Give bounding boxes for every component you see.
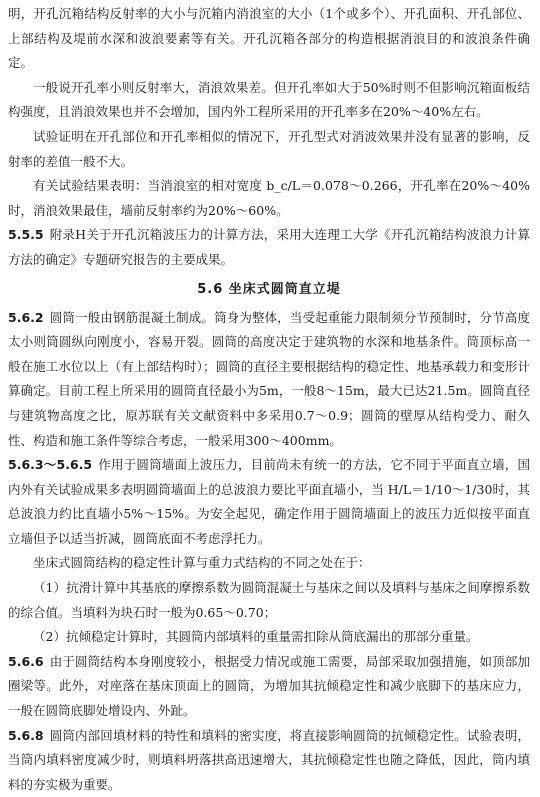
clause-number: 5.6.6: [8, 653, 44, 669]
clause-5-6-2: [8, 306, 530, 454]
list-item: （1）抗滑计算中其基底的摩擦系数为圆筒混凝土与基床之间以及填料与基床之间摩擦系数的综合值。当填料为块石时一般为0.65～0.70；: [8, 580, 530, 620]
clause-number: 5.5.5: [8, 227, 44, 243]
paragraph: 有关试验结果表明：当消浪室的相对宽度 b_c/L＝0.078～0.266，开孔率在20%～40%时，消浪效果最佳，墙前反射率约为20%～60%。: [8, 178, 530, 218]
clause-text: 附录H关于开孔沉箱波压力的计算方法，采用大连理工大学《开孔沉箱结构波浪力计算方法的确定》专题研究报告的主要成果。: [8, 227, 530, 267]
clause-5-5-5: [8, 223, 530, 272]
clause-number: 5.6.8: [8, 727, 44, 743]
paragraph: 一般说开孔率小则反射率大，消浪效果差。但开孔率如大于50%时则不但影响沉箱面板结构强度，且消浪效果也并不会增加，国内外工程所采用的开孔率多在20%～40%左右。: [8, 79, 530, 120]
clause-number: 5.6.2: [8, 309, 44, 325]
paragraph: 明，开孔沉箱结构反射率的大小与沉箱内消浪室的大小（1个或多个）、开孔面积、开孔部位、上部结构及堤前水深和波浪要素等有关。开孔沉箱各部分的构造根据消浪目的和波浪条件确定。: [8, 6, 530, 71]
clause-5-6-8: [8, 724, 530, 797]
clause-5-6-3-5: [8, 453, 530, 551]
clause-text: 圆筒内部回填材料的特性和填料的密实度，将直接影响圆筒的抗倾稳定性。试验表明，当筒内填料密度减少时，则填料坍落拱高迅速增大，其抗倾稳定性也随之降低，因此，筒内填料的夯实极为重要。: [8, 727, 530, 792]
paragraph: 试验证明在开孔部位和开孔率相似的情况下，开孔型式对消波效果并没有显著的影响，反射率的差值一般不大。: [8, 128, 530, 169]
list-item: （2）抗倾稳定计算时，其圆筒内部填料的重量需扣除从筒底漏出的那部分重量。: [33, 629, 479, 645]
clause-5-6-6: [8, 650, 530, 724]
paragraph: 坐床式圆筒结构的稳定性计算与重力式结构的不同之处在于：: [33, 555, 371, 571]
clause-number: 5.6.3～5.6.5: [8, 457, 93, 473]
clause-text: 作用于圆筒墙面上波压力，目前尚未有统一的方法，它不同于平面直立墙，国内外有关试验成果多表明圆筒墙面上的总波浪力要比平面直墙小，当 H/L＝1/10～1/30时，其总波浪力约比直墙小5%～15%。为安全起见，确定作用于圆筒墙面上的波压力近似按平面直立墙但予以适当折减，圆筒底面不考虑浮托力。: [8, 457, 530, 546]
clause-text: 圆筒一般由钢筋混凝土制成。筒身为整体，当受起重能力限制须分节预制时，分节高度太小则筒圆纵向刚度小，容易开裂。圆筒的高度决定于建筑物的水深和地基条件。筒顶标高一般在施工水位以上（有上部结构时）；圆筒的直径主要根据结构的稳定性、地基承载力和变形计算确定。目前工程上所采用的圆筒直径最小为5m，一般8～15m，最大已达21.5m。圆筒直径与建筑物高度之比，原苏联有关文献资料中多采用0.7～0.9；圆筒的壁厚从结构受力、耐久性、构造和施工条件等综合考虑，一般采用300～400mm。: [8, 309, 530, 448]
clause-text: 由于圆筒结构本身刚度较小，根据受力情况或施工需要，局部采取加强措施，如顶部加圈梁等。此外，对座落在基床顶面上的圆筒，为增加其抗倾稳定性和减少底脚下的基床应力，一般在圆筒底脚处增设内、外趾。: [8, 653, 530, 719]
section-heading: 5.6 坐床式圆筒直立堤: [197, 281, 341, 297]
